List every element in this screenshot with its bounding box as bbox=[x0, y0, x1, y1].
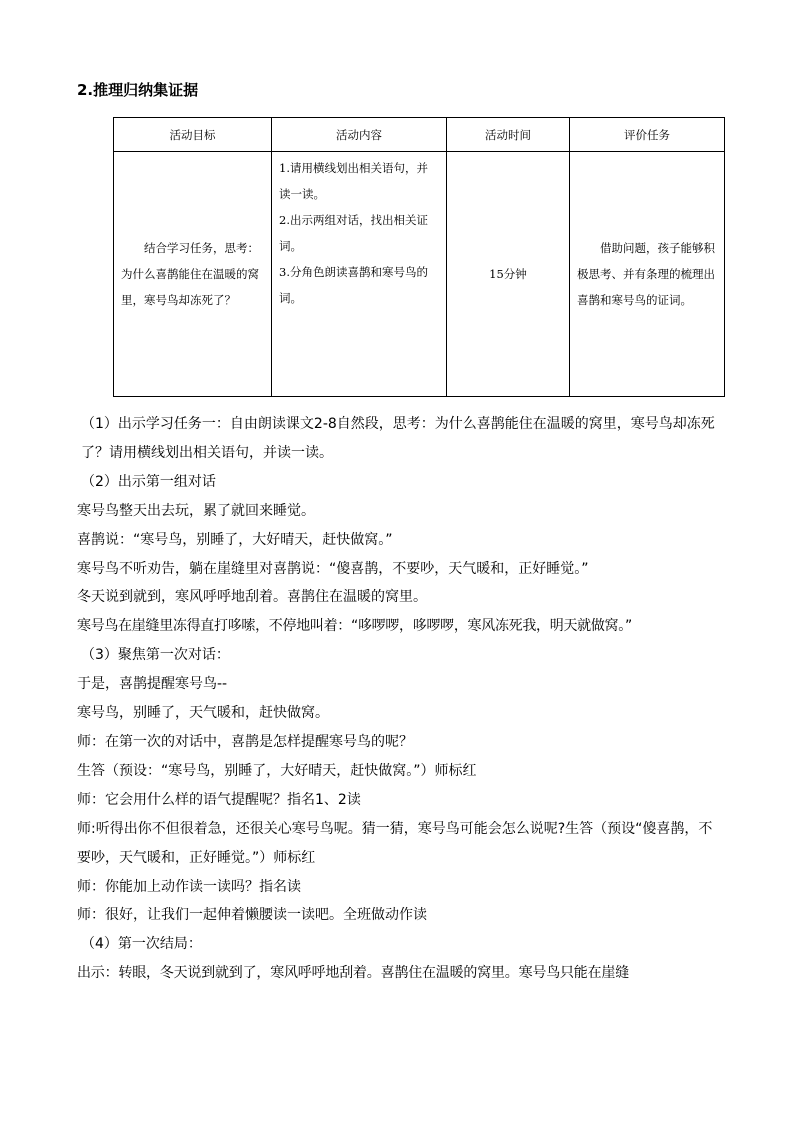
paragraph: 喜鹊说：“寒号鸟，别睡了，大好晴天，赶快做窝。” bbox=[77, 531, 393, 548]
paragraph: 寒号鸟在崖缝里冻得直打哆嗦，不停地叫着：“哆啰啰，哆啰啰，寒风冻死我，明天就做窝。” bbox=[77, 618, 632, 635]
table-header-time: 活动时间 bbox=[447, 118, 570, 152]
paragraph: （3）聚焦第一次对话： bbox=[81, 647, 230, 664]
activity-table bbox=[113, 117, 725, 397]
paragraph: （2）出示第一组对话 bbox=[81, 473, 216, 490]
paragraph: 师：它会用什么样的语气提醒呢？指名1、2读 bbox=[77, 791, 361, 808]
paragraph: 生答（预设：“寒号鸟，别睡了，大好晴天，赶快做窝。”）师标红 bbox=[77, 762, 477, 779]
paragraph: （1）出示学习任务一：自由朗读课文2-8自然段，思考：为什么喜鹊能住在温暖的窝里，寒号鸟却冻死了？请用横线划出相关语句，并读一读。 bbox=[81, 416, 715, 461]
table-header-evaluation: 评价任务 bbox=[570, 118, 725, 152]
content-item: 1.请用横线划出相关语句，并读一读。 bbox=[279, 161, 428, 201]
paragraph: （4）第一次结局： bbox=[81, 936, 202, 953]
table-header-row bbox=[114, 118, 725, 152]
paragraph: 冬天说到就到，寒风呼呼地刮着。喜鹊住在温暖的窝里。 bbox=[77, 589, 427, 606]
section-heading: 2.推理归纳集证据 bbox=[77, 81, 199, 99]
table-cell-evaluation: 借助问题，孩子能够积极思考、并有条理的梳理出喜鹊和寒号鸟的证词。 bbox=[570, 152, 725, 397]
table-cell-time: 15分钟 bbox=[447, 152, 570, 397]
paragraph: 师:听得出你不但很着急，还很关心寒号鸟呢。猜一猜，寒号鸟可能会怎么说呢?生答（预设“傻喜鹊，不要吵，天气暖和，正好睡觉。”）师标红 bbox=[77, 820, 713, 866]
table-header-goal: 活动目标 bbox=[114, 118, 272, 152]
paragraph: 师：很好，让我们一起伸着懒腰读一读吧。全班做动作读 bbox=[77, 907, 427, 924]
body-text bbox=[77, 410, 722, 988]
paragraph: 寒号鸟整天出去玩，累了就回来睡觉。 bbox=[77, 502, 315, 519]
content-item: 2.出示两组对话，找出相关证词。 bbox=[279, 213, 428, 253]
paragraph: 于是，喜鹊提醒寒号鸟-- bbox=[77, 676, 228, 693]
paragraph: 出示：转眼，冬天说到就到了，寒风呼呼地刮着。喜鹊住在温暖的窝里。寒号鸟只能在崖缝 bbox=[77, 965, 629, 982]
paragraph: 师：你能加上动作读一读吗？指名读 bbox=[77, 878, 301, 895]
table-cell-content bbox=[272, 152, 447, 397]
content-item: 3.分角色朗读喜鹊和寒号鸟的词。 bbox=[279, 265, 428, 305]
table-header-content: 活动内容 bbox=[272, 118, 447, 152]
paragraph: 寒号鸟不听劝告，躺在崖缝里对喜鹊说：“傻喜鹊，不要吵，天气暖和，正好睡觉。” bbox=[77, 560, 589, 577]
table-row bbox=[114, 152, 725, 397]
paragraph: 师：在第一次的对话中，喜鹊是怎样提醒寒号鸟的呢？ bbox=[77, 733, 413, 750]
table-cell-goal: 结合学习任务，思考：为什么喜鹊能住在温暖的窝里，寒号鸟却冻死了？ bbox=[114, 152, 272, 397]
paragraph: 寒号鸟，别睡了，天气暖和，赶快做窝。 bbox=[77, 705, 329, 722]
